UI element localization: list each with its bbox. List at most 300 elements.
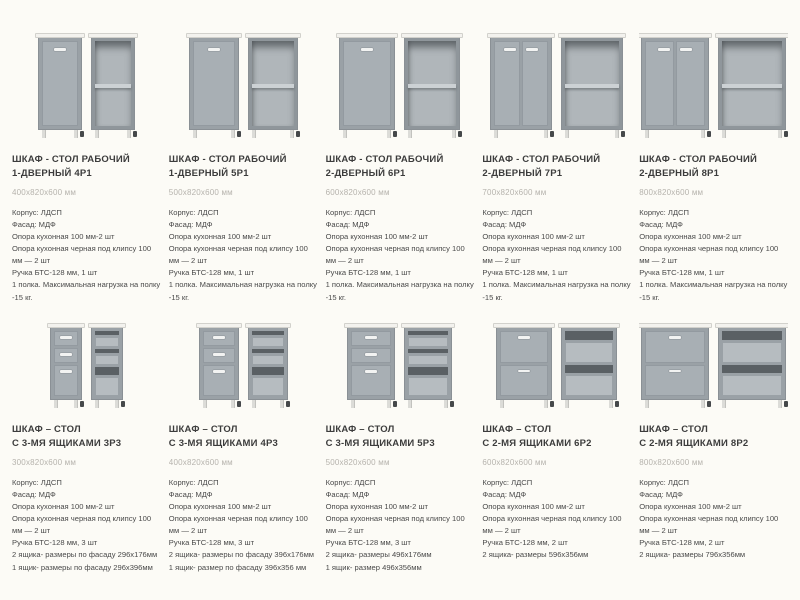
- door-front: [494, 41, 520, 126]
- product-title-line1: ШКАФ – СТОЛ: [168, 424, 238, 435]
- spec-line: Опора кухонная 100 мм-2 шт: [325, 501, 429, 511]
- leg: [722, 400, 726, 408]
- drawer-handle: [365, 370, 377, 373]
- cabinet-open-view: [248, 33, 298, 138]
- drawer-box: [722, 375, 782, 396]
- cabinet-closed-view: [347, 323, 395, 408]
- product-specs: [639, 207, 788, 304]
- rear-foot: [296, 131, 300, 137]
- door-front: [645, 41, 674, 126]
- drawer-front: [351, 331, 391, 346]
- leg: [280, 400, 284, 408]
- drawer-front: [54, 331, 78, 346]
- spec-line: Корпус: ЛДСП: [168, 207, 219, 217]
- product-title-line2: 2-ДВЕРНЫЙ 6Р1: [325, 167, 406, 179]
- cabinet-open-view: [404, 33, 460, 138]
- product-dimensions: 400х820х600 мм: [12, 187, 77, 197]
- cabinet-closed-view: [641, 33, 709, 138]
- spec-line: Корпус: ЛДСП: [639, 477, 689, 487]
- cabinet-legs: [343, 130, 391, 138]
- leg: [494, 130, 498, 138]
- cabinet-open-view: [718, 323, 786, 408]
- cabinet-legs: [500, 400, 548, 408]
- product-illustrations: [482, 16, 631, 138]
- spec-line: Фасад: МДФ: [639, 489, 683, 499]
- product-title-line1: ШКАФ - СТОЛ РАБОЧИЙ: [639, 154, 758, 165]
- leg: [701, 130, 705, 138]
- drawer-opening: [252, 349, 284, 353]
- spec-line: Фасад: МДФ: [482, 489, 527, 499]
- spec-line: Корпус: ЛДСП: [12, 207, 62, 217]
- drawer-handle: [213, 353, 225, 356]
- product-card: [169, 304, 318, 592]
- product-dimensions: 700х820х600 мм: [482, 187, 547, 197]
- leg: [444, 400, 448, 408]
- rear-foot: [450, 401, 454, 407]
- door-front: [676, 41, 705, 126]
- leg: [74, 130, 78, 138]
- drawer-handle: [518, 336, 530, 339]
- rear-foot: [133, 131, 137, 137]
- cabinet-body: [91, 38, 135, 130]
- drawer-front: [54, 348, 78, 363]
- spec-line: 2 ящика- размеры 796х356мм: [639, 550, 746, 560]
- spec-line: 1 ящик- размеры по фасаду 296х396мм: [12, 562, 153, 572]
- product-title: [12, 153, 161, 181]
- spec-line: 1 полка. Максимальная нагрузка на полку -15 кг.: [325, 280, 474, 302]
- drawer-front: [500, 365, 548, 397]
- drawer-front: [351, 348, 391, 363]
- drawer-handle: [669, 370, 681, 373]
- leg: [231, 400, 235, 408]
- drawer-box: [565, 342, 613, 363]
- spec-line: Ручка БТС-128 мм, 3 шт: [168, 538, 255, 548]
- drawer-front: [500, 331, 548, 363]
- spec-line: Ручка БТС-128 мм, 1 шт: [325, 268, 411, 278]
- cabinet-legs: [252, 400, 284, 408]
- drawer-front: [645, 331, 705, 363]
- product-title-line1: ШКАФ - СТОЛ РАБОЧИЙ: [482, 154, 601, 165]
- spec-line: Опора кухонная черная под клипсу 100 мм — 2 шт: [12, 513, 152, 536]
- leg: [127, 130, 131, 138]
- drawer-box: [95, 337, 119, 347]
- cabinet-body: [718, 38, 786, 130]
- spec-line: Опора кухонная черная под клипсу 100 мм — 2 шт: [168, 243, 308, 266]
- leg: [645, 130, 649, 138]
- leg: [778, 130, 782, 138]
- product-card: [326, 16, 475, 304]
- drawer-opening: [252, 367, 284, 375]
- leg: [115, 400, 119, 408]
- cabinet-body: [248, 38, 298, 130]
- drawer-box: [252, 337, 284, 347]
- cabinet-legs: [95, 130, 131, 138]
- product-illustrations: [326, 308, 475, 408]
- cabinet-closed-view: [199, 323, 239, 408]
- shelf: [95, 84, 131, 88]
- rear-foot: [784, 401, 788, 407]
- cabinet-body: [91, 328, 123, 400]
- spec-line: Ручка БТС-128 мм, 2 шт: [482, 538, 568, 548]
- leg: [95, 130, 99, 138]
- rear-foot: [550, 131, 554, 137]
- leg: [645, 400, 649, 408]
- drawer-opening: [252, 331, 284, 335]
- rear-foot: [707, 131, 711, 137]
- cabinet-legs: [408, 130, 456, 138]
- cabinet-legs: [565, 130, 619, 138]
- drawer-opening: [408, 349, 448, 353]
- drawer-front: [645, 365, 705, 397]
- product-title: [169, 153, 318, 181]
- drawer-box: [95, 355, 119, 365]
- door-front: [343, 41, 391, 126]
- cabinet-open-view: [404, 323, 452, 408]
- drawer-front: [203, 365, 235, 396]
- product-dimensions: 800х820х600 мм: [639, 187, 704, 197]
- spec-line: 2 ящика- размеры 496х176мм: [325, 550, 432, 560]
- product-dimensions: 400х820х600 мм: [168, 457, 233, 467]
- product-illustrations: [639, 16, 788, 138]
- cabinet-legs: [645, 400, 705, 408]
- product-illustrations: [12, 308, 161, 408]
- spec-line: Корпус: ЛДСП: [482, 477, 533, 487]
- leg: [609, 400, 613, 408]
- rear-foot: [458, 131, 462, 137]
- product-title-line1: ШКАФ – СТОЛ: [325, 424, 395, 435]
- spec-line: Ручка БТС-128 мм, 1 шт: [168, 268, 255, 278]
- leg: [565, 130, 569, 138]
- product-illustrations: [639, 308, 788, 408]
- drawer-front: [54, 365, 78, 396]
- drawer-opening: [408, 367, 448, 375]
- shelf: [408, 84, 456, 88]
- leg: [95, 400, 99, 408]
- spec-line: Опора кухонная 100 мм-2 шт: [482, 501, 585, 511]
- leg: [387, 400, 391, 408]
- spec-line: Ручка БТС-128 мм, 3 шт: [12, 538, 98, 548]
- product-specs: [12, 207, 161, 304]
- leg: [452, 130, 456, 138]
- spec-line: Ручка БТС-128 мм, 1 шт: [639, 268, 725, 278]
- leg: [193, 130, 197, 138]
- drawer-opening: [565, 365, 613, 374]
- drawer-box: [252, 377, 284, 396]
- door-front: [193, 41, 235, 126]
- product-specs: [169, 477, 318, 574]
- spec-line: Корпус: ЛДСП: [639, 207, 689, 217]
- drawer-opening: [95, 349, 119, 353]
- product-title: [639, 423, 788, 451]
- shelf: [565, 84, 619, 88]
- spec-line: Опора кухонная 100 мм-2 шт: [482, 231, 585, 241]
- spec-line: Опора кухонная 100 мм-2 шт: [639, 231, 742, 241]
- leg: [42, 130, 46, 138]
- cabinet-body: [641, 328, 709, 400]
- product-title-line1: ШКАФ - СТОЛ РАБОЧИЙ: [12, 154, 130, 165]
- product-title-line2: 1-ДВЕРНЫЙ 5Р1: [168, 167, 249, 179]
- rear-foot: [237, 131, 241, 137]
- product-illustrations: [12, 16, 161, 138]
- product-card: [12, 304, 161, 592]
- leg: [387, 130, 391, 138]
- drawer-box: [252, 355, 284, 365]
- cabinet-body: [561, 38, 623, 130]
- cabinet-body: [404, 328, 452, 400]
- cabinet-body: [339, 38, 395, 130]
- spec-line: Фасад: МДФ: [12, 219, 56, 229]
- product-specs: [326, 477, 475, 574]
- drawer-box: [408, 377, 448, 396]
- product-title-line2: С 2-МЯ ЯЩИКАМИ 6Р2: [482, 437, 592, 449]
- product-specs: [482, 477, 631, 562]
- door-handle: [208, 48, 220, 51]
- spec-line: 1 полка. Максимальная нагрузка на полку -15 кг.: [12, 280, 161, 302]
- spec-line: 1 полка. Максимальная нагрузка на полку -15 кг.: [639, 280, 788, 302]
- door-handle: [526, 48, 538, 51]
- cabinet-closed-view: [496, 323, 552, 408]
- cabinet-closed-view: [490, 33, 552, 138]
- product-card: [482, 304, 631, 592]
- leg: [615, 130, 619, 138]
- spec-line: Опора кухонная черная под клипсу 100 мм — 2 шт: [639, 243, 779, 266]
- cabinet-closed-view: [50, 323, 82, 408]
- spec-line: Ручка БТС-128 мм, 1 шт: [482, 268, 568, 278]
- door-handle: [658, 48, 670, 51]
- drawer-box: [722, 342, 782, 363]
- door-handle: [680, 48, 692, 51]
- drawer-box: [408, 337, 448, 347]
- drawer-handle: [518, 370, 530, 373]
- door-handle: [361, 48, 373, 51]
- leg: [544, 130, 548, 138]
- rear-foot: [237, 401, 241, 407]
- cabinet-body: [347, 328, 395, 400]
- leg: [231, 130, 235, 138]
- product-dimensions: 300х820х600 мм: [12, 457, 77, 467]
- cabinet-legs: [565, 400, 613, 408]
- spec-line: Опора кухонная черная под клипсу 100 мм — 2 шт: [325, 513, 465, 536]
- product-card: [169, 16, 318, 304]
- drawer-opening: [722, 331, 782, 340]
- product-title: [639, 153, 788, 181]
- spec-line: Опора кухонная 100 мм-2 шт: [12, 501, 115, 511]
- drawer-handle: [60, 353, 72, 356]
- cabinet-body: [561, 328, 617, 400]
- product-specs: [639, 477, 788, 562]
- cabinet-closed-view: [189, 33, 239, 138]
- cabinet-open-view: [718, 33, 786, 138]
- drawer-front: [203, 331, 235, 346]
- product-title: [482, 423, 631, 451]
- spec-line: Опора кухонная 100 мм-2 шт: [639, 501, 742, 511]
- cabinet-body: [38, 38, 82, 130]
- spec-line: Опора кухонная черная под клипсу 100 мм — 2 шт: [639, 513, 779, 536]
- product-specs: [169, 207, 318, 304]
- rear-foot: [784, 131, 788, 137]
- spec-line: Опора кухонная черная под клипсу 100 мм — 2 шт: [482, 513, 622, 536]
- spec-line: Фасад: МДФ: [325, 489, 370, 499]
- door-front: [42, 41, 78, 126]
- product-title-line1: ШКАФ - СТОЛ РАБОЧИЙ: [168, 154, 287, 165]
- cabinet-body: [641, 38, 709, 130]
- product-title-line1: ШКАФ - СТОЛ РАБОЧИЙ: [325, 154, 444, 165]
- drawer-handle: [60, 336, 72, 339]
- cabinet-legs: [722, 400, 782, 408]
- spec-line: Фасад: МДФ: [325, 219, 370, 229]
- cabinet-open-view: [561, 33, 623, 138]
- product-dimensions: 600х820х600 мм: [325, 187, 390, 197]
- spec-line: Фасад: МДФ: [168, 489, 213, 499]
- rear-foot: [621, 131, 625, 137]
- cabinet-legs: [193, 130, 235, 138]
- door-front: [522, 41, 548, 126]
- spec-line: Фасад: МДФ: [482, 219, 527, 229]
- rear-foot: [80, 131, 84, 137]
- shelf: [252, 84, 294, 88]
- product-title-line2: С 3-МЯ ЯЩИКАМИ 3Р3: [12, 437, 122, 449]
- product-specs: [326, 207, 475, 304]
- spec-line: Фасад: МДФ: [12, 489, 56, 499]
- drawer-handle: [365, 353, 377, 356]
- product-title-line1: ШКАФ – СТОЛ: [12, 424, 81, 435]
- cabinet-legs: [252, 130, 294, 138]
- spec-line: Ручка БТС-128 мм, 3 шт: [325, 538, 411, 548]
- leg: [54, 400, 58, 408]
- leg: [351, 400, 355, 408]
- rear-foot: [550, 401, 554, 407]
- leg: [701, 400, 705, 408]
- door-handle: [504, 48, 516, 51]
- leg: [544, 400, 548, 408]
- product-title-line2: С 2-МЯ ЯЩИКАМИ 8Р2: [639, 437, 749, 449]
- product-illustrations: [326, 16, 475, 138]
- product-title: [482, 153, 631, 181]
- drawer-opening: [95, 331, 119, 335]
- cabinet-closed-view: [38, 33, 82, 138]
- product-title: [326, 423, 475, 451]
- drawer-handle: [669, 336, 681, 339]
- leg: [500, 400, 504, 408]
- drawer-opening: [408, 331, 448, 335]
- drawer-box: [408, 355, 448, 365]
- product-title: [12, 423, 161, 451]
- drawer-opening: [722, 365, 782, 374]
- cabinet-closed-view: [641, 323, 709, 408]
- product-title: [169, 423, 318, 451]
- spec-line: Ручка БТС-128 мм, 2 шт: [639, 538, 725, 548]
- rear-foot: [615, 401, 619, 407]
- drawer-opening: [565, 331, 613, 340]
- drawer-box: [565, 375, 613, 396]
- shelf: [722, 84, 782, 88]
- spec-line: Опора кухонная черная под клипсу 100 мм — 2 шт: [482, 243, 622, 266]
- spec-line: Корпус: ЛДСП: [325, 207, 376, 217]
- leg: [778, 400, 782, 408]
- product-title: [326, 153, 475, 181]
- spec-line: Фасад: МДФ: [168, 219, 213, 229]
- drawer-handle: [365, 336, 377, 339]
- product-dimensions: 800х820х600 мм: [639, 457, 704, 467]
- spec-line: Опора кухонная 100 мм-2 шт: [12, 231, 115, 241]
- product-title-line2: 2-ДВЕРНЫЙ 8Р1: [639, 167, 720, 179]
- product-specs: [482, 207, 631, 304]
- product-title-line1: ШКАФ – СТОЛ: [639, 424, 709, 435]
- product-card: [12, 16, 161, 304]
- cabinet-body: [248, 328, 288, 400]
- cabinet-body: [490, 38, 552, 130]
- leg: [408, 400, 412, 408]
- spec-line: Корпус: ЛДСП: [168, 477, 219, 487]
- product-title-line1: ШКАФ – СТОЛ: [482, 424, 552, 435]
- cabinet-legs: [42, 130, 78, 138]
- cabinet-legs: [494, 130, 548, 138]
- leg: [565, 400, 569, 408]
- drawer-front: [203, 348, 235, 363]
- spec-line: 2 ящика- размеры по фасаду 296х176мм: [12, 550, 158, 560]
- rear-foot: [393, 401, 397, 407]
- product-card: [326, 304, 475, 592]
- product-card: [639, 304, 788, 592]
- product-dimensions: 600х820х600 мм: [482, 457, 547, 467]
- leg: [252, 130, 256, 138]
- cabinet-legs: [95, 400, 119, 408]
- rear-foot: [707, 401, 711, 407]
- cabinet-open-view: [248, 323, 288, 408]
- product-title-line2: 1-ДВЕРНЫЙ 4Р1: [12, 167, 92, 179]
- spec-line: Опора кухонная черная под клипсу 100 мм — 2 шт: [12, 243, 152, 266]
- leg: [290, 130, 294, 138]
- leg: [252, 400, 256, 408]
- drawer-handle: [60, 370, 72, 373]
- cabinet-body: [50, 328, 82, 400]
- cabinet-legs: [351, 400, 391, 408]
- spec-line: Корпус: ЛДСП: [482, 207, 533, 217]
- cabinet-legs: [645, 130, 705, 138]
- drawer-handle: [213, 336, 225, 339]
- spec-line: 1 полка. Максимальная нагрузка на полку -15 кг.: [482, 280, 631, 302]
- product-card: [482, 16, 631, 304]
- product-illustrations: [169, 308, 318, 408]
- cabinet-legs: [408, 400, 448, 408]
- spec-line: Опора кухонная 100 мм-2 шт: [325, 231, 429, 241]
- leg: [343, 130, 347, 138]
- spec-line: 1 ящик- размер по фасаду 396х356 мм: [168, 562, 307, 572]
- drawer-box: [95, 377, 119, 396]
- cabinet-body: [718, 328, 786, 400]
- spec-line: 2 ящика- размеры 596х356мм: [482, 550, 589, 560]
- leg: [408, 130, 412, 138]
- cabinet-legs: [203, 400, 235, 408]
- spec-line: 1 полка. Максимальная нагрузка на полку -15 кг.: [168, 280, 317, 302]
- spec-line: Корпус: ЛДСП: [12, 477, 62, 487]
- drawer-opening: [95, 367, 119, 375]
- product-dimensions: 500х820х600 мм: [325, 457, 390, 467]
- product-illustrations: [169, 16, 318, 138]
- cabinet-open-view: [561, 323, 617, 408]
- product-title-line2: С 3-МЯ ЯЩИКАМИ 5Р3: [325, 437, 435, 449]
- product-specs: [12, 477, 161, 574]
- rear-foot: [121, 401, 125, 407]
- product-title-line2: С 3-МЯ ЯЩИКАМИ 4Р3: [168, 437, 279, 449]
- cabinet-legs: [54, 400, 78, 408]
- drawer-handle: [213, 370, 225, 373]
- spec-line: 2 ящика- размеры по фасаду 396х176мм: [168, 550, 315, 560]
- spec-line: Корпус: ЛДСП: [325, 477, 376, 487]
- cabinet-legs: [722, 130, 782, 138]
- leg: [203, 400, 207, 408]
- product-card: [639, 16, 788, 304]
